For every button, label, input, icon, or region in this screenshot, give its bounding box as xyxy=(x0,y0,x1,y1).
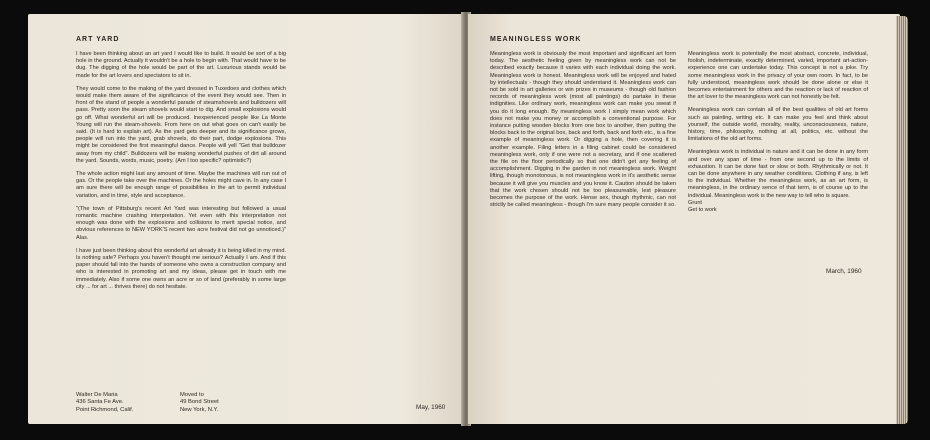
address-line: Point Richmond, Calif. xyxy=(76,406,134,413)
paragraph: I have been thinking about an art yard I would like to build. It would be sort of a big hole in the ground. Actually it wouldn't be a hole to begin with. That would have to be dug. The digging of the hole would be part of the art. Luxurious stands would be made for the art lovers and spectators to sit in. xyxy=(76,51,286,79)
paragraph: "(The town of Pittsburg's recent Art Yard was interesting but followed a usual romantic machine crashing interpretation. Yet even with this interpretation not enough was done with the explosions and collisions to merit special notice, and obvious references to NEW YORK'S recent two acre festival did not go unnoticed.)" Alas. xyxy=(76,205,286,241)
art-yard-text xyxy=(76,51,286,297)
left-page xyxy=(28,14,464,424)
address-line: Moved to xyxy=(180,392,204,398)
right-page xyxy=(468,14,900,424)
address-line: New York, N.Y. xyxy=(180,406,219,413)
left-page-date: May, 1960 xyxy=(416,404,446,411)
new-address xyxy=(180,392,219,414)
closing-line: Grunt xyxy=(688,199,702,206)
author-address xyxy=(76,392,133,414)
paragraph: They would come to the making of the yard dressed in Tuxedoes and clothes which would make them aware of the significance of the event they would see. Then in front of the stand of people a wonderful parade of steamshovels and bulldozers will pass. Pretty soon the steam shovels would start to dig. And small explosions would go off. What wonderful art will be produced. Inexperienced people like La Monte Young will run the steam-shovels. From here on out what goes on can't easily be said. (It is hard to explain art). As the yard gets deeper and its significance grows, people will run into the yard, grab shovels, do their part, dodge explosions. This might be considered the first meaningful dance. People will yell "Get that bulldozer away from my child". Bulldozers will be making wonderful pushes of dirt all around the yard. Sounds, words, music, poetry. (Am I too specific? optimistic?) xyxy=(76,85,286,164)
paragraph: I have just been thinking about this wonderful art already it is being killed in my mind. Is nothing safe? Perhaps you haven't thought me serious? Actually I am. And if this paper should fall into the hands of someone who owns a construction company and who is interested in promoting art and my ideas, please get in touch with me immediately. Also if some one owns an acre or so of land (preferably in some large city ... for art ... thrives there) do not hesitate. xyxy=(76,247,286,290)
paragraph: Meaningless work is potentially the most abstract, concrete, individual, foolish, indeterminate, exactly determined, varied, important art-action-experience one can undertake today. This concept is not a joke. Try some meaningless work in the privacy of your own room. In fact, to be fully understood, meaningless work should be done alone or else it becomes entertainment for others and the reaction or lack of reaction of the art lover to the meaningless work can not honestly be felt. xyxy=(688,51,868,101)
meaningless-work-col1 xyxy=(490,51,676,215)
address-line: 49 Bond Street xyxy=(180,399,219,406)
left-page-title: ART YARD xyxy=(76,36,120,43)
right-page-title: MEANINGLESS WORK xyxy=(490,36,582,43)
closing-line: Get to work xyxy=(688,207,717,214)
book-spread xyxy=(28,6,906,434)
right-page-date: March, 1960 xyxy=(826,268,862,275)
paragraph: Meaningless work is individual in nature and it can be done in any form and over any span of time - from one second up to the limits of exhaustion. It can be done fast or slow or both. Rhythmically or not. It can be done anywhere in any weather conditions. Clothing if any, is left to the individual. Whether the meaningless work, as an art form, is meaningless, in the ordinary sence of that term, is of course up to the individual. Meaningless work is the new way to tell who is square. xyxy=(688,149,868,199)
paragraph: Meaningless work can contain all of the best qualities of old art forms such as painting, writing etc. It can make you feel and think about yourself, the outside world, morality, reality, unconsciousness, nature, history, time, philosophy, nothing at all, politics, etc. without the limitations of the old art forms. xyxy=(688,107,868,143)
author-name: Walter De Maria xyxy=(76,392,118,398)
meaningless-work-col2 xyxy=(688,51,868,214)
paragraph: The whole action might last any amount of time. Maybe the machines will run out of gas. Or the people take over the machines. Or the holes might cave in. In any case I am sure there will be enough range of possibilities in the art to permit individual variation, and in time, style and acceptance. xyxy=(76,171,286,199)
paragraph: Meaningless work is obviously the most important and significant art form today. The aesthetic feeling given by meaningless work can not be described exactly because it varies with each individual doing the work. Meaningless work is honest. Meaningless work will be enjoyed and hated by intellectuals - though they should understand it. Meaningless work can not be sold in art galleries or win prizes in museums - though old fashion records of meaningless work (most all paintings) do partake in these indignities. Like ordinary work, meaningless work can make you sweat if you do it long enough. By meaningless work I simply mean work which does not make you money or accomplish a conventional purpose. For instance putting wooden blocks from one box to another, then putting the blocks back to the original box, back and forth, back and forth etc., is a fine example of meaningless work. Or digging a hole, then covering it is another example. Filing letters in a filing cabinet could be considered meaningless work, only if one were not a secretary, and if one scattered the file on the floor periodically so that one didn't get any feeling of accomplishment. Digging in the garden in not meaningless work. Weight lifting, though monotonous, is not meaningless work in it's aesthetic sense because it will give you muscles and you know it. Caution should be taken that the work chosen should not be too pleasureable, lest pleasure becomes the purpose of the work. Hense sex, though rhythmic, can not strictly be called meaningless - though I'm sure many people consider it so. xyxy=(490,51,676,209)
page-edges xyxy=(896,16,908,424)
address-line: 436 Santa Fe Ave. xyxy=(76,399,124,406)
